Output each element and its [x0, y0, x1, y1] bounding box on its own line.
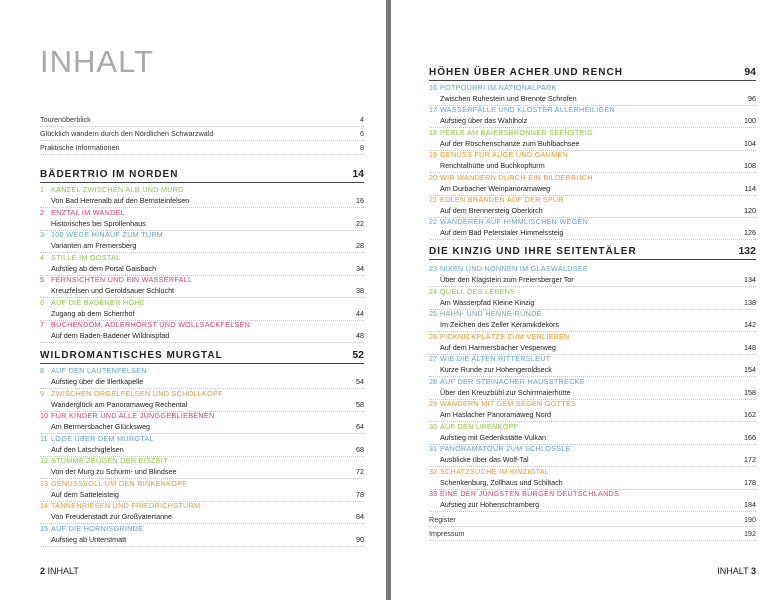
left-page: [0, 0, 386, 600]
tour-number: 27: [429, 354, 437, 363]
tour-subtitle: Am Wasserpfad Kleine Kinzig: [440, 297, 535, 307]
tour-number: 12: [40, 456, 48, 465]
tour-page: 48: [356, 331, 364, 340]
tour-subtitle: Varianten am Fremersberg: [51, 241, 137, 250]
tour-number: 25: [429, 309, 437, 318]
tour-title: NIXEN UND NONNEN IM GLASWALDSEE: [440, 264, 589, 273]
tour-title: PERLE AM BAIERSBRONNER SEENSTEIG: [440, 127, 593, 137]
tour-page: 138: [744, 297, 756, 307]
toc-line: [429, 513, 756, 527]
tour-number: 7: [40, 320, 44, 329]
tour-number: 21: [429, 195, 437, 204]
tour-title: AUF DIE BADENER HÖHE: [51, 297, 145, 307]
tour-page: 158: [744, 387, 756, 397]
tour-subtitle: Von Bad Herrenalb auf den Bernsteinfelsen: [51, 196, 190, 205]
tour-subtitle: Von der Murg zu Schurm- und Blindsee: [51, 467, 177, 476]
toc-entry: [429, 443, 756, 467]
tour-number: 26: [429, 331, 437, 341]
tour-number: 19: [429, 150, 437, 160]
toc-entry: [40, 455, 364, 479]
toc-entry: [429, 216, 756, 240]
tour-title: QUELL DES LEBENS: [440, 286, 516, 296]
tour-page: 58: [356, 399, 364, 409]
page-footer: [40, 566, 79, 576]
tour-page: 64: [356, 422, 364, 431]
tour-page: 166: [744, 432, 756, 442]
section-page: 94: [744, 66, 756, 78]
toc-entry: [40, 274, 364, 298]
tour-page: 184: [744, 500, 756, 509]
tour-title: FERNSICHTEN UND EIN WASSERFALL: [51, 275, 193, 284]
tour-page: 54: [356, 377, 364, 386]
tour-title: STILLE IM OOSTAL: [51, 252, 121, 262]
tour-subtitle: Auf den Latschigfelsen: [51, 444, 124, 454]
tour-page: 120: [744, 206, 756, 215]
toc-entry: [429, 104, 756, 128]
tour-subtitle: Über den Klagstein zum Freiersberger Tor: [440, 275, 574, 284]
toc-entry: [429, 353, 756, 377]
tour-subtitle: Aufstieg mit Gedenkstätte Vulkan: [440, 432, 547, 442]
tour-page: 38: [356, 286, 364, 295]
toc-entry: [40, 319, 364, 343]
tour-title: KANZEL ZWISCHEN ALB UND MURG: [51, 185, 185, 194]
tour-subtitle: Ausblicke über das Wolf-Tal: [440, 455, 529, 464]
tour-number: 16: [429, 83, 437, 92]
toc-entry: [40, 297, 364, 321]
page-heading: INHALT: [40, 44, 154, 79]
section-title: WILDROMANTISCHES MURGTAL: [40, 350, 223, 361]
tour-number: 5: [40, 275, 44, 284]
tour-title: HAHN- UND HENNE-RUNDE: [440, 309, 542, 318]
tour-title: WANDERN MIT DEM SEGEN GOTTES: [440, 399, 577, 408]
tour-title: GENUSS FÜR AUGE UND GAUMEN: [440, 150, 569, 160]
toc-line: [40, 127, 364, 141]
tour-subtitle: Schenkenburg, Zollhaus und Schiltach: [440, 477, 563, 487]
toc-entry: [429, 421, 756, 445]
section-header: [429, 241, 756, 260]
tour-title: SCHATZSUCHE IM KINZIGTAL: [440, 466, 550, 476]
tour-subtitle: Auf der Röschenschanze zum Buhlbachsee: [440, 138, 580, 148]
tour-subtitle: Aufstieg zur Hohenschramberg: [440, 500, 540, 509]
toc-line: [40, 113, 364, 127]
tour-title: GENUSSVOLL UM DEN RINKENKOPF: [51, 478, 187, 488]
section-header: [40, 164, 364, 183]
tour-number: 15: [40, 523, 48, 533]
page-number: 2: [40, 566, 46, 576]
tour-title: POTPOURRI IM NATIONALPARK: [440, 83, 557, 92]
tour-subtitle: Aufstieg ab Unterstmatt: [51, 534, 127, 544]
toc-entry: [40, 410, 364, 434]
tour-title: STUMME ZEUGEN DER EISZEIT: [51, 456, 168, 465]
toc-entry: [429, 286, 756, 310]
tour-page: 78: [356, 489, 364, 499]
tour-page: 148: [744, 342, 756, 352]
section-page: 14: [352, 168, 364, 180]
tour-subtitle: Über den Kreuzbühl zur Schirrmaierhütte: [440, 387, 571, 397]
tour-page: 142: [744, 320, 756, 329]
toc-title: Glücklich wandern durch den Nördlichen Schwarzwald: [40, 129, 214, 138]
tour-page: 114: [744, 183, 756, 193]
footer-label: INHALT: [717, 566, 749, 576]
tour-subtitle: Aufstieg über das Wahlholz: [440, 116, 528, 126]
section-header: [429, 62, 756, 81]
toc-entry: [40, 478, 364, 502]
toc-entry: [429, 376, 756, 400]
section-page: 52: [352, 349, 364, 361]
tour-number: 4: [40, 252, 44, 262]
section-page: 132: [738, 245, 756, 257]
tour-number: 6: [40, 297, 44, 307]
tour-subtitle: Kreuzfelsen und Geroldsauer Schlucht: [51, 286, 175, 295]
tour-title: ENZTAL IM WANDEL: [51, 207, 126, 217]
tour-number: 29: [429, 399, 437, 408]
tour-subtitle: Am Haslacher Panoramaweg Nord: [440, 410, 552, 419]
tour-number: 23: [429, 264, 437, 273]
tour-title: EDLEN BRÄNDEN AUF DER SPUR: [440, 195, 565, 204]
tour-title: ZWISCHEN ORGELFELSEN UND SCHÖLLKOPF: [51, 388, 223, 398]
tour-page: 72: [356, 467, 364, 476]
toc-page: 190: [744, 515, 756, 524]
tour-page: 108: [744, 161, 756, 171]
tour-number: 20: [429, 172, 437, 182]
page-number: 3: [750, 566, 756, 576]
tour-title: AUF DIE HORNISGRINDE: [51, 523, 144, 533]
tour-title: WIR WANDERN DURCH EIN BILDERBUCH: [440, 172, 593, 182]
tour-number: 11: [40, 433, 48, 443]
tour-title: LOGE ÜBER DEM MURGTAL: [51, 433, 154, 443]
outro-list: [429, 513, 756, 541]
toc-entry: [40, 252, 364, 276]
tour-title: FÜR KINDER UND ALLE JUNGGEBLIEBENEN: [51, 411, 215, 420]
tour-page: 134: [744, 275, 756, 284]
tour-page: 162: [744, 410, 756, 419]
toc-entry: [429, 331, 756, 355]
tour-page: 16: [356, 196, 364, 205]
tour-page: 104: [744, 138, 756, 148]
tour-page: 34: [356, 263, 364, 273]
right-page: [391, 0, 778, 600]
tour-page: 28: [356, 241, 364, 250]
toc-entry: [429, 149, 756, 173]
tour-subtitle: Auf dem Baden-Badener Wildnispfad: [51, 331, 170, 340]
toc-entry: [40, 207, 364, 231]
tour-number: 17: [429, 105, 437, 115]
tour-page: 84: [356, 512, 364, 521]
tour-title: PICKNICKPLÄTZE ZUM VERLIEBEN: [440, 331, 570, 341]
tour-number: 30: [429, 421, 437, 431]
section-title: HÖHEN ÜBER ACHER UND RENCH: [429, 67, 623, 78]
tour-subtitle: Zugang ab dem Scherrhof: [51, 308, 135, 318]
toc-entry: [40, 523, 364, 547]
toc-page: 8: [360, 143, 364, 152]
toc-entry: [40, 184, 364, 208]
tour-title: WIE DIE ALTEN RITTERSLEUT': [440, 354, 553, 363]
tour-page: 90: [356, 534, 364, 544]
toc-entry: [40, 500, 364, 524]
tour-subtitle: Kurze Runde zur Hohengeroldseck: [440, 365, 552, 374]
tour-number: 3: [40, 230, 44, 239]
tour-subtitle: Auf dem Bad Peterstaler Himmelssteig: [440, 228, 564, 238]
tour-title: BUCHENDOM, ADLERHORST UND WOLLSACKFELSEN: [51, 320, 251, 329]
toc-title: Register: [429, 515, 456, 524]
tour-subtitle: Historisches bei Sprollenhaus: [51, 218, 146, 228]
toc-title: Praktische Informationen: [40, 143, 120, 152]
tour-number: 24: [429, 286, 437, 296]
tour-subtitle: Wanderglück am Panoramaweg Rechental: [51, 399, 188, 409]
toc-entry: [429, 308, 756, 332]
tour-subtitle: Auf dem Brennersteig Oberkirch: [440, 206, 543, 215]
tour-subtitle: Zwischen Ruhestein und Brennte Schrofen: [440, 94, 577, 103]
tour-subtitle: Am Bermersbacher Glücksweg: [51, 422, 151, 431]
tour-subtitle: Am Durbacher Weinpanoramaweg: [440, 183, 551, 193]
tour-title: WASSERFÄLLE UND KLOSTER ALLERHEILIGEN: [440, 105, 615, 115]
tour-number: 32: [429, 466, 437, 476]
toc-line: [40, 141, 364, 155]
tour-number: 8: [40, 366, 44, 375]
tour-title: AUF DEN LAUTENFELSEN: [51, 366, 147, 375]
tour-page: 100: [744, 116, 756, 126]
tour-subtitle: Auf dem Harmersbacher Vesperweg: [440, 342, 556, 352]
tour-number: 18: [429, 127, 437, 137]
section-title: DIE KINZIG UND IHRE SEITENTÄLER: [429, 246, 637, 257]
tour-page: 172: [744, 455, 756, 464]
tour-page: 68: [356, 444, 364, 454]
tour-subtitle: Auf dem Satteleisteig: [51, 489, 119, 499]
tour-page: 96: [748, 94, 756, 103]
toc-line: [429, 527, 756, 541]
tour-page: 126: [744, 228, 756, 238]
tour-subtitle: Renchtalhütte und Buchkopfturm: [440, 161, 545, 171]
toc-entry: [429, 263, 756, 287]
tour-page: 178: [744, 477, 756, 487]
tour-title: 100 WEGE HINAUF ZUM TURM: [51, 230, 164, 239]
tour-page: 44: [356, 308, 364, 318]
tour-page: 154: [744, 365, 756, 374]
toc-entry: [40, 433, 364, 457]
tour-number: 28: [429, 376, 437, 386]
tour-title: AUF DER STEINACHER HAUSSTRECKE: [440, 376, 585, 386]
tour-number: 33: [429, 489, 437, 498]
tour-subtitle: Aufstieg ab dem Portal Gaisbach: [51, 263, 157, 273]
tour-number: 1: [40, 185, 44, 194]
toc-entry: [40, 229, 364, 253]
section-title: BÄDERTRIO IM NORDEN: [40, 169, 179, 180]
tour-title: AUF DEN URENKOPF: [440, 421, 519, 431]
page-footer: [717, 566, 756, 576]
tour-page: 22: [356, 218, 364, 228]
tour-title: EINE DER JÜNGSTEN BURGEN DEUTSCHLANDS: [440, 489, 620, 498]
toc-page: 6: [360, 129, 364, 138]
tour-number: 14: [40, 501, 48, 510]
tour-number: 10: [40, 411, 48, 420]
tour-number: 2: [40, 207, 44, 217]
toc-entry: [429, 488, 756, 512]
toc-page: 192: [744, 529, 756, 538]
toc-entry: [429, 466, 756, 490]
footer-label: INHALT: [47, 566, 79, 576]
toc-entry: [40, 365, 364, 389]
tour-title: WANDERER AUF HIMMLISCHEN WEGEN: [440, 217, 589, 227]
tour-title: PANORAMATOUR ZUM SCHLÖSSLE: [440, 444, 571, 453]
tour-number: 9: [40, 388, 44, 398]
intro-list: [40, 113, 364, 155]
tour-number: 31: [429, 444, 437, 453]
toc-title: Tourenüberblick: [40, 115, 91, 124]
tour-number: 22: [429, 217, 437, 227]
section-header: [40, 345, 364, 364]
toc-entry: [429, 82, 756, 106]
tour-subtitle: Im Zeichen des Zeller Keramikdekors: [440, 320, 560, 329]
tour-subtitle: Von Freudenstadt zur Großvatertanne: [51, 512, 173, 521]
tour-title: TANNENRIESEN UND FRIEDRICHSTURM: [51, 501, 201, 510]
toc-entry: [429, 194, 756, 218]
toc-page: 4: [360, 115, 364, 124]
toc-entry: [40, 388, 364, 412]
toc-entry: [429, 172, 756, 196]
tour-subtitle: Aufstieg über die Illertkapelle: [51, 377, 144, 386]
toc-entry: [429, 127, 756, 151]
toc-title: Impressum: [429, 529, 465, 538]
tour-number: 13: [40, 478, 48, 488]
toc-entry: [429, 398, 756, 422]
